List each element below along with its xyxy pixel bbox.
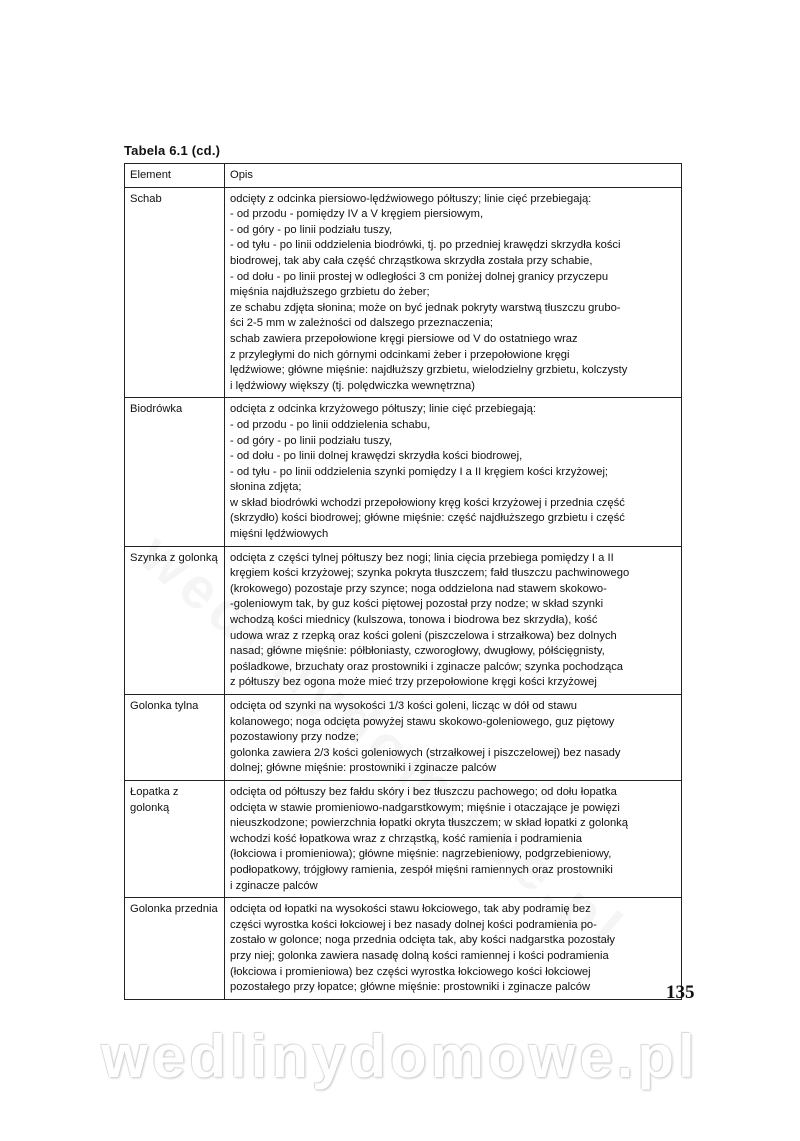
table-row	[125, 398, 682, 546]
description-text: odcięta z odcinka krzyżowego półtuszy; linie cięć przebiegają: - od przodu - po linii oddzielenia schabu, - od góry - po linii podziału tuszy, - od dołu - po linii dolnej krawędzi skrzydła kości biodrowej, - od tyłu - po linii oddzielenia szynki pomiędzy I a II kręgiem kości krzyżowej; słonina zdjęta; w skład biodrówki wchodzi przepołowiony kręg kości krzyżowej i przednia część (skrzydło) kości biodrowej; główne mięśnie: część najdłuższego grzbietu i część mięśni lędźwiowych	[230, 403, 625, 541]
table-header-row	[125, 164, 682, 188]
header-description: Opis	[225, 164, 682, 188]
header-element: Element	[125, 164, 225, 188]
description-text: odcięta z części tylnej półtuszy bez nogi; linia cięcia przebiega pomiędzy I a II kręgiem kości krzyżowej; szynka pokryta tłuszczem; fałd tłuszczu pachwinowego (krokowego) pozostaje przy szynce; noga oddzielona nad stawem skokowo- -goleniowym tak, by guz kości piętowej pozostał przy nodze; w skład szynki wchodzą kości miednicy (kulszowa, tonowa i biodrowa bez skrzydła), kość udowa wraz z rzepką oraz kości goleni (piszczelowa i strzałkowa) bez dolnych nasad; główne mięśnie: półbłoniasty, czworogłowy, dwugłowy, półścięgnisty, pośladkowe, brzuchaty oraz prostowniki i zginacze palców; szynka pochodząca z półtuszy bez ogona może mieć trzy przepołowione kręgi kości krzyżowej	[230, 551, 630, 689]
row-element: Szynka z golonką	[125, 546, 225, 694]
table-caption: Tabela 6.1 (cd.)	[124, 143, 221, 158]
row-element: Schab	[125, 187, 225, 398]
table-row	[125, 187, 682, 398]
row-description	[225, 398, 682, 546]
description-text: odcięty z odcinka piersiowo-lędźwiowego półtuszy; linie cięć przebiegają: - od przodu - pomiędzy IV a V kręgiem piersiowym, - od góry - po linii podziału tuszy, - od tyłu - po linii oddzielenia biodrówki, tj. po przedniej krawędzi skrzydła kości biodrowej, tak aby cała część chrząstkowa skrzydła została przy schabie, - od dołu - po linii prostej w odległości 3 cm poniżej dolnej granicy przyczepu mięśnia najdłuższego grzbietu do żeber; ze schabu zdjęta słonina; może on być jednak pokryty warstwą tłuszczu grubo- ści 2-5 mm w zależności od dalszego przeznaczenia; schab zawiera przepołowione kręgi piersiowe od V do ostatniego wraz z przyległymi do nich górnymi odcinkami żeber i przepołowione kręgi lędźwiowe; główne mięśnie: najdłuższy grzbietu, wielodzielny grzbietu, kolczysty i lędźwiowy większy (tj. polędwiczka wewnętrzna)	[230, 192, 628, 392]
row-element: Biodrówka	[125, 398, 225, 546]
description-text: odcięta od półtuszy bez fałdu skóry i bez tłuszczu pachowego; od dołu łopatka odcięta w stawie promieniowo-nadgarstkowym; mięśnie i otaczające je powięzi nieuszkodzone; powierzchnia łopatki okryta tłuszczem; w skład łopatki z golonką wchodzi kość łopatkowa wraz z chrząstką, kość ramienia i podramienia (łokciowa i promieniowa); główne mięśnie: nagrzebieniowy, podgrzebieniowy, podłopatkowy, trójgłowy ramienia, zespół mięśni ramiennych oraz prostowniki i zginacze palców	[230, 785, 628, 892]
row-element: Golonka przednia	[125, 898, 225, 1000]
row-element: Łopatka z golonką	[125, 780, 225, 897]
description-text: odcięta od szynki na wysokości 1/3 kości goleni, licząc w dół od stawu kolanowego; noga odcięta powyżej stawu skokowo-goleniowego, guz piętowy pozostawiony przy nodze; golonka zawiera 2/3 kości goleniowych (strzałkowej i piszczelowej) bez nasady dolnej; główne mięśnie: prostowniki i zginacze palców	[230, 700, 621, 775]
row-description	[225, 187, 682, 398]
row-element: Golonka tylna	[125, 695, 225, 781]
description-text: odcięta od łopatki na wysokości stawu łokciowego, tak aby podramię bez części wyrostka kości łokciowej i bez nasady dolnej kości podramienia po- zostało w golonce; noga przednia odcięta tak, aby kości nadgarstka pozostały przy niej; golonka zawiera nasadę dolną kości ramiennej i kości podramienia (łokciowa i promieniowa) bez części wyrostka łokciowego kości łokciowej pozostałego przy łopatce; główne mięśnie: prostowniki i zginacze palców	[230, 903, 615, 994]
page-number: 135	[666, 982, 695, 1003]
footer-watermark: wedlinydomowe.pl	[101, 1023, 699, 1090]
